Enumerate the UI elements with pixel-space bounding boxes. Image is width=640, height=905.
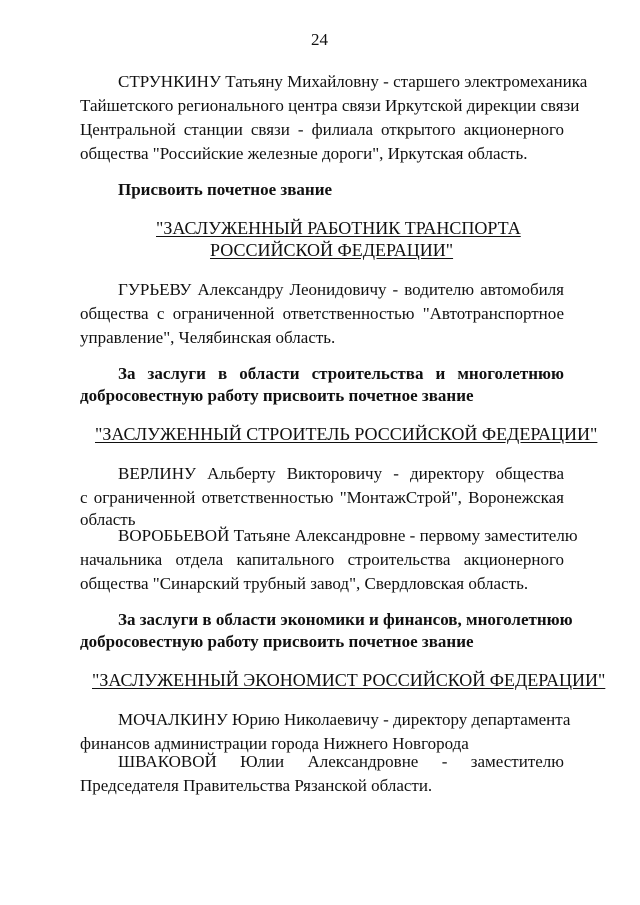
award-entry-line: общества с ограниченной ответственностью "Автотранспортное	[80, 304, 564, 323]
award-title: "ЗАСЛУЖЕННЫЙ СТРОИТЕЛЬ РОССИЙСКОЙ ФЕДЕРАЦИИ"	[95, 424, 598, 444]
award-entry-line: общества "Российские железные дороги", Иркутская область.	[80, 144, 528, 163]
award-entry-line: с ограниченной ответственностью "МонтажСтрой", Воронежская	[80, 488, 564, 507]
award-entry-line: общества "Синарский трубный завод", Свердловская область.	[80, 574, 529, 593]
award-entry-line: ШВАКОВОЙ Юлии Александровне - заместителю	[118, 752, 564, 771]
award-entry-line: СТРУНКИНУ Татьяну Михайловну - старшего электромеханика	[118, 72, 588, 91]
award-title: "ЗАСЛУЖЕННЫЙ РАБОТНИК ТРАНСПОРТА	[156, 218, 521, 238]
award-entry-line: область	[80, 510, 136, 529]
award-title: РОССИЙСКОЙ ФЕДЕРАЦИИ"	[210, 240, 454, 260]
award-entry-line: управление", Челябинская область.	[80, 328, 336, 347]
award-entry-line: МОЧАЛКИНУ Юрию Николаевичу - директору департамента	[118, 710, 571, 729]
award-entry-line: ГУРЬЕВУ Александру Леонидовичу - водителю автомобиля	[118, 280, 564, 299]
award-heading: Присвоить почетное звание	[118, 180, 333, 199]
award-entry-line: Центральной станции связи - филиала открытого акционерного	[80, 120, 564, 139]
page-number: 24	[311, 30, 328, 49]
award-heading: добросовестную работу присвоить почетное звание	[80, 632, 474, 651]
award-entry-line: Председателя Правительства Рязанской области.	[80, 776, 433, 795]
award-entry-line: Тайшетского регионального центра связи Иркутской дирекции связи	[80, 96, 580, 115]
award-entry-line: финансов администрации города Нижнего Новгорода	[80, 734, 469, 753]
award-entry-line: ВОРОБЬЕВОЙ Татьяне Александровне - первому заместителю	[118, 526, 578, 545]
award-entry-line: ВЕРЛИНУ Альберту Викторовичу - директору общества	[118, 464, 564, 483]
award-title: "ЗАСЛУЖЕННЫЙ ЭКОНОМИСТ РОССИЙСКОЙ ФЕДЕРАЦИИ"	[92, 670, 606, 690]
award-heading: добросовестную работу присвоить почетное звание	[80, 386, 474, 405]
award-entry-line: начальника отдела капитального строительства акционерного	[80, 550, 564, 569]
award-heading: За заслуги в области строительства и многолетнюю	[118, 364, 564, 383]
award-heading: За заслуги в области экономики и финансов, многолетнюю	[118, 610, 573, 629]
